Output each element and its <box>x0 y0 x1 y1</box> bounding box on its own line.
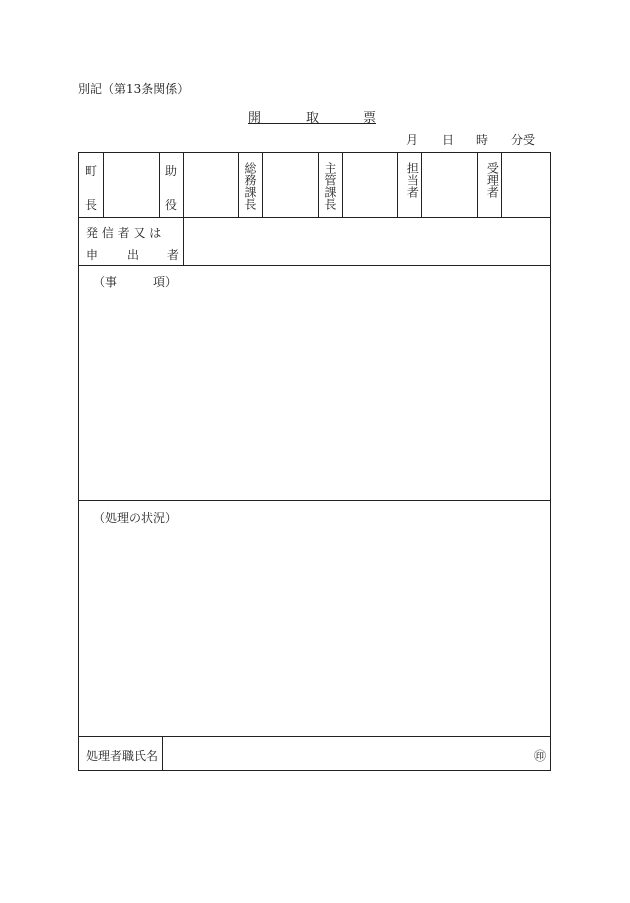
matters-field[interactable] <box>80 266 550 499</box>
mayor-label-bottom: 長 <box>85 198 98 212</box>
approval-divider <box>103 153 104 217</box>
approval-divider <box>477 153 478 217</box>
lead-section-chief-label: 主管課長 <box>323 162 337 210</box>
deputy-label-top: 助 <box>165 164 178 178</box>
sender-label-char-1: 申 <box>86 248 99 262</box>
sender-field[interactable] <box>184 218 550 264</box>
approval-divider <box>342 153 343 217</box>
approval-divider <box>262 153 263 217</box>
approval-divider <box>183 153 184 217</box>
approval-divider <box>501 153 502 217</box>
day-label: 日 <box>442 133 455 147</box>
mayor-label-top: 町 <box>85 164 98 178</box>
month-label: 月 <box>406 133 419 147</box>
approval-divider <box>318 153 319 217</box>
handler-name-field[interactable] <box>163 737 550 770</box>
title-char-2: 取 <box>306 111 320 126</box>
approval-divider <box>397 153 398 217</box>
general-affairs-chief-label: 総務課長 <box>243 162 257 210</box>
approval-divider <box>159 153 160 217</box>
title-char-1: 開 <box>248 111 262 126</box>
header-note: 別記（第13条関係） <box>78 82 190 96</box>
hour-label: 時 <box>476 133 489 147</box>
sender-label-line1: 発 信 者 又 は <box>86 226 162 240</box>
matters-label: （事 項） <box>93 275 178 289</box>
status-field[interactable] <box>80 501 550 735</box>
form-title <box>248 107 376 124</box>
sender-label-char-2: 出 <box>127 248 140 262</box>
status-label: （処理の状況） <box>93 511 178 525</box>
handler-name-label: 処理者職氏名 <box>86 749 159 763</box>
sender-label-char-3: 者 <box>167 248 180 262</box>
seal-mark: ㊞ <box>534 749 547 763</box>
person-in-charge-label: 担当者 <box>405 162 420 198</box>
deputy-label-bottom: 役 <box>165 198 178 212</box>
form-table <box>78 152 551 771</box>
minute-received-label: 分受 <box>511 133 536 147</box>
approval-divider <box>238 153 239 217</box>
receiver-label: 受理者 <box>485 162 500 198</box>
approval-divider <box>421 153 422 217</box>
title-char-3: 票 <box>363 111 377 126</box>
